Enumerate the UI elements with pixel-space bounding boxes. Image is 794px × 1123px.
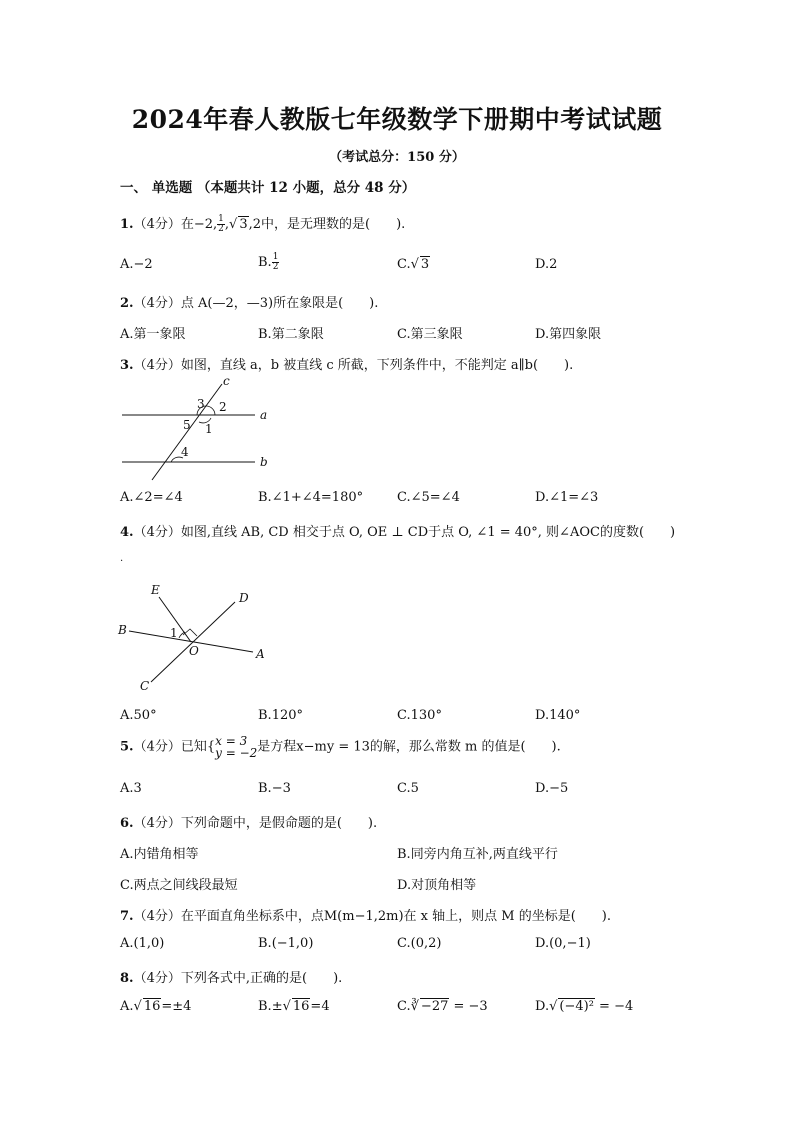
question-score: （4分） xyxy=(133,816,181,831)
option-c: C.∠5=∠4 xyxy=(397,490,460,505)
question-number: 2. xyxy=(120,296,134,311)
option-a: A.3 xyxy=(120,781,142,796)
question-number: 7. xyxy=(120,909,134,924)
option-a: A.第一象限 xyxy=(120,327,186,342)
option-b: B.−3 xyxy=(258,781,291,796)
question-number: 5. xyxy=(120,739,134,755)
option-b: B.第二象限 xyxy=(258,327,324,342)
option-d: D.∠1=∠3 xyxy=(535,490,599,505)
question-number: 1. xyxy=(120,217,134,232)
question-stem: 在平面直角坐标系中，点M(m−1,2m)在 x 轴上，则点 M 的坐标是( ). xyxy=(180,909,611,924)
label-d: D xyxy=(239,591,249,605)
option-b: B. $\frac{1}{2}$ xyxy=(258,252,279,272)
right-angle-mark xyxy=(183,629,197,636)
fraction: $\frac{1}{2}$ xyxy=(272,252,279,272)
question-4-tail: . xyxy=(120,553,124,564)
question-5: 5.（4分）已知{ x = 3 y = −2 是方程x−my = 13的解，那么常数 m 的值是( ). xyxy=(120,734,561,760)
option-c: C.∛ −27 = −3 xyxy=(397,999,488,1014)
question-number: 3. xyxy=(120,358,134,373)
angle-arc xyxy=(179,632,185,638)
label-a: A xyxy=(256,647,265,661)
question-stem: 如图，直线 a，b 被直线 c 所截，下列条件中，不能判定 a∥b( ). xyxy=(180,358,574,373)
label-b: B xyxy=(118,623,127,637)
option-c: C.130° xyxy=(397,708,442,723)
question-6 xyxy=(120,812,377,831)
label-a: a xyxy=(260,408,268,422)
option-a: A.∠2=∠4 xyxy=(120,490,183,505)
option-c: C.5 xyxy=(397,781,419,796)
page-subtitle: （考试总分：150 分） xyxy=(329,150,465,165)
question-score: （4分） xyxy=(133,525,181,540)
question-stem: 如图,直线 AB, CD 相交于点 O, OE ⊥ CD于点 O, ∠1 = 40°, 则∠AOC的度数( ) xyxy=(180,525,676,540)
line-cd xyxy=(151,602,235,682)
option-d: D.第四象限 xyxy=(535,327,602,342)
equation-system: x = 3 y = −2 xyxy=(215,734,258,760)
option-d: D.(0,−1) xyxy=(535,936,591,951)
option-c: C.第三象限 xyxy=(397,327,463,342)
question-score: （4分） xyxy=(133,217,181,232)
option-a: A.√ 16=±4 xyxy=(120,999,192,1014)
question-stem: 在−2, xyxy=(180,217,218,232)
option-d: D.−5 xyxy=(535,781,569,796)
label-b: b xyxy=(260,455,268,469)
question-stem: 下列各式中,正确的是( ). xyxy=(180,971,343,986)
question-8 xyxy=(120,967,342,986)
question-score: （4分） xyxy=(133,296,181,311)
question-number: 6. xyxy=(120,816,134,831)
option-b: B.±√ 16=4 xyxy=(258,999,330,1014)
question-4 xyxy=(120,521,675,540)
angle-2-label: 2 xyxy=(219,400,227,414)
option-d: D.√ (−4)² = −4 xyxy=(535,999,634,1014)
angle-1-label: 1 xyxy=(205,422,213,436)
option-b: B.(−1,0) xyxy=(258,936,314,951)
radicand: 3 xyxy=(239,217,248,232)
option-b: B.120° xyxy=(258,708,304,723)
option-a: A.(1,0) xyxy=(120,936,165,951)
option-d: D.对顶角相等 xyxy=(397,878,477,893)
section-heading: 一、 单选题 （本题共计 12 小题，总分 48 分） xyxy=(120,180,416,196)
question-number: 4. xyxy=(120,525,134,540)
question-score: （4分） xyxy=(133,358,181,373)
question-score: （4分） xyxy=(133,739,181,755)
option-a: A.50° xyxy=(120,708,157,723)
option-c: C.√ 3 xyxy=(397,257,430,272)
fraction: $\frac{1}{2}$ xyxy=(218,214,224,234)
page-title: 2024年春人教版七年级数学下册期中考试试题 xyxy=(131,105,663,134)
question-1: 1.（4分）在−2, $\frac{1}{2}$ ,√ 3,2中，是无理数的是( ). xyxy=(120,214,406,234)
option-b: B.∠1+∠4=180° xyxy=(258,490,364,505)
angle-1-label: 1 xyxy=(170,626,178,640)
figure-intersecting-lines xyxy=(115,582,275,694)
angle-3-label: 3 xyxy=(197,397,205,411)
question-3 xyxy=(120,354,573,373)
angle-4-label: 4 xyxy=(181,445,189,459)
option-b: B.同旁内角互补,两直线平行 xyxy=(397,847,558,862)
label-o: O xyxy=(189,644,199,658)
question-number: 8. xyxy=(120,971,134,986)
option-a: A.−2 xyxy=(120,257,153,272)
question-7 xyxy=(120,905,611,924)
option-a: A.内错角相等 xyxy=(120,847,199,862)
question-2 xyxy=(120,292,378,311)
label-e: E xyxy=(151,583,160,597)
option-c: C.两点之间线段最短 xyxy=(120,878,238,893)
label-c: c xyxy=(223,374,230,388)
question-score: （4分） xyxy=(133,971,181,986)
question-stem: 点 A(—2，—3)所在象限是( ). xyxy=(180,296,379,311)
angle-5-label: 5 xyxy=(183,418,191,432)
figure-parallel-lines xyxy=(115,374,285,486)
option-d: D.140° xyxy=(535,708,581,723)
question-stem: 下列命题中，是假命题的是( ). xyxy=(180,816,378,831)
label-c: C xyxy=(140,679,150,693)
option-c: C.(0,2) xyxy=(397,936,442,951)
question-stem: 是方程x−my = 13的解，那么常数 m 的值是( ). xyxy=(257,739,561,755)
option-d: D.2 xyxy=(535,257,558,272)
question-score: （4分） xyxy=(133,909,181,924)
